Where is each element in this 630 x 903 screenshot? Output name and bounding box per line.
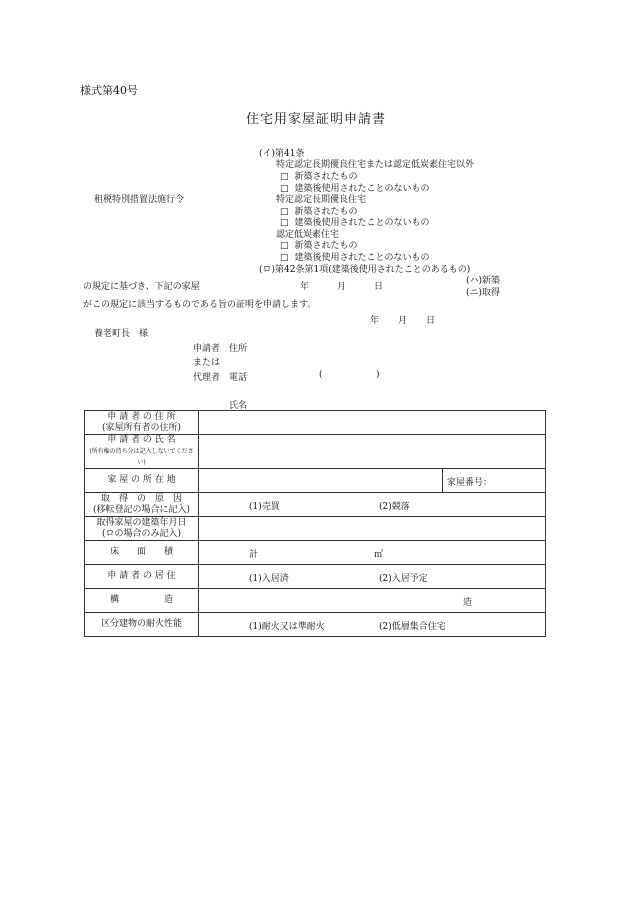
structure-label: 構 造 — [85, 589, 199, 613]
clause-ni: (ニ)取得 — [466, 288, 501, 298]
house-number-label: 家屋番号： — [447, 478, 493, 488]
fire-opt1[interactable]: (1)耐火又は準耐火 — [249, 622, 325, 632]
addressee: 養老町長 様 — [94, 329, 149, 339]
floor-area-label: 床 面 積 — [85, 541, 199, 565]
form-number: 様式第40号 — [80, 84, 138, 97]
fire-resistance-field[interactable] — [199, 613, 546, 637]
label-sub: (移転登記の場合に記入) — [92, 504, 191, 515]
or-label: または — [193, 358, 221, 368]
fire-resistance-label: 区分建物の耐火性能 — [85, 613, 199, 637]
agent-label: 代理者 — [193, 373, 221, 383]
option-label: 新築されたもの — [294, 172, 358, 182]
checkbox-icon[interactable]: □ — [280, 241, 289, 251]
law-name: 租税特別措置法施行令 — [94, 195, 185, 205]
option-label: 建築後使用されたことのないもの — [294, 184, 430, 194]
fire-opt2[interactable]: (2)低層集合住宅 — [379, 622, 446, 632]
date1-year: 年 — [300, 282, 310, 292]
option-label: 建築後使用されたことのないもの — [294, 253, 430, 263]
date2-day: 日 — [426, 316, 436, 326]
table-row — [85, 613, 546, 637]
body-line-2: がこの規定に該当するものである旨の証明を申請します。 — [83, 300, 317, 310]
clause-ha: (ハ)新築 — [466, 276, 501, 286]
cause-opt1[interactable]: (1)売買 — [249, 502, 280, 512]
applicant-name-label — [85, 435, 199, 469]
floor-area-field[interactable] — [199, 541, 546, 565]
phone-paren-close: ) — [376, 370, 380, 380]
table-row — [85, 411, 546, 435]
phone-paren-open: ( — [319, 370, 323, 380]
label-sub: (家屋所有者の住所) — [101, 422, 182, 433]
label-sub: (所有権の持ち分は記入しないでください) — [89, 448, 194, 466]
house-location-label: 家 屋 の 所 在 地 — [85, 469, 199, 493]
residence-opt1[interactable]: (1)入居済 — [249, 574, 289, 584]
label-main: 申 請 者 の 氏 名 — [107, 435, 176, 445]
checkbox-icon[interactable]: □ — [280, 172, 289, 182]
date2-year: 年 — [370, 316, 380, 326]
clause-i-a-heading: 特定認定長期優良住宅または認定低炭素住宅以外 — [276, 160, 475, 170]
option-label: 新築されたもの — [294, 241, 358, 251]
residence-wrap — [199, 565, 545, 588]
phone-label: 電話 — [229, 373, 248, 383]
table-row — [85, 589, 546, 613]
clause-i-art41: (イ)第41条 — [259, 149, 305, 159]
structure-suffix: 造 — [463, 598, 473, 608]
checkbox-icon[interactable]: □ — [280, 184, 289, 194]
acquisition-cause-field[interactable] — [199, 493, 546, 517]
house-location-field[interactable] — [199, 469, 546, 493]
house-number-divider — [442, 469, 443, 492]
table-row — [85, 435, 546, 469]
clause-ro-art42: (ロ)第42条第1項(建築後使用されたことのあるもの) — [259, 265, 471, 275]
house-location-wrap — [199, 469, 545, 492]
clause-i-c-heading: 認定低炭素住宅 — [276, 230, 340, 240]
floor-area-total: 計 — [249, 550, 259, 560]
residence-field[interactable] — [199, 565, 546, 589]
structure-field[interactable] — [199, 589, 546, 613]
date1-month: 月 — [337, 282, 347, 292]
label-main: 申 請 者 の 住 所 — [107, 411, 176, 422]
applicant-address-field[interactable] — [199, 411, 546, 435]
applicant-label: 申請者 — [193, 344, 221, 354]
address-label: 住所 — [229, 344, 248, 354]
applicant-address-label — [85, 411, 199, 435]
cause-wrap — [199, 493, 545, 516]
label-main: 取得家屋の建築年月日 — [96, 517, 187, 528]
checkbox-icon[interactable]: □ — [280, 218, 289, 228]
table-row — [85, 517, 546, 541]
table-row — [85, 469, 546, 493]
structure-wrap — [199, 589, 545, 612]
table-row — [85, 565, 546, 589]
cause-opt2[interactable]: (2)競落 — [379, 502, 410, 512]
residence-label: 申 請 者 の 居 住 — [85, 565, 199, 589]
checkbox-icon[interactable]: □ — [280, 207, 289, 217]
applicant-name-field[interactable] — [199, 435, 546, 469]
application-table — [84, 410, 546, 637]
date2-month: 月 — [398, 316, 408, 326]
acquisition-cause-label — [85, 493, 199, 517]
table-row — [85, 541, 546, 565]
body-line-1: の規定に基づき、下記の家屋 — [83, 282, 200, 292]
floor-area-wrap — [199, 541, 545, 564]
option-label: 建築後使用されたことのないもの — [294, 218, 430, 228]
label-sub: (ロの場合のみ記入) — [101, 528, 182, 539]
option-label: 新築されたもの — [294, 207, 358, 217]
floor-area-unit: ㎡ — [374, 550, 384, 560]
date1-day: 日 — [374, 282, 384, 292]
name-label: 氏名 — [229, 401, 248, 411]
table-row — [85, 493, 546, 517]
build-date-field[interactable] — [199, 517, 546, 541]
page-title: 住宅用家屋証明申請書 — [246, 112, 387, 127]
clause-i-b-heading: 特定認定長期優良住宅 — [276, 195, 367, 205]
checkbox-icon[interactable]: □ — [280, 253, 289, 263]
residence-opt2[interactable]: (2)入居予定 — [379, 574, 428, 584]
label-main: 取 得 の 原 因 — [100, 493, 182, 504]
fire-resistance-wrap — [199, 613, 545, 636]
build-date-label — [85, 517, 199, 541]
